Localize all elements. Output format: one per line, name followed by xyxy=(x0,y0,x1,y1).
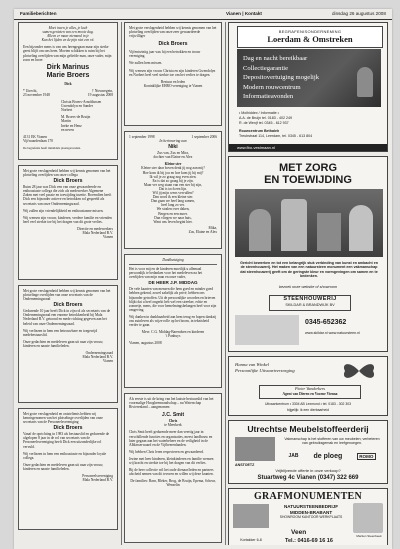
box-title: Pieter Vanderkers xyxy=(294,386,326,391)
ad-line: Hanna van Winkel xyxy=(235,362,269,367)
signature: Mala Nederland B.V. xyxy=(82,478,113,483)
venue-address: Treubstraat 114, Leerdam, tel. 0345 - 613 804 xyxy=(239,134,313,138)
ad-title: EN TOEWIJDING xyxy=(264,174,352,186)
poem-line: Want ons leven begint hier. xyxy=(153,219,193,224)
notice-body: Met grote verslagenheid hebben wij kennis genomen van het plotseling overlijden van onze zeer gewaardeerde vrijwilliger xyxy=(129,26,217,39)
column-divider xyxy=(121,22,122,545)
notice-body: Met grote verslagenheid hebben wij kennis genomen van het plotseling overlijden van onze collega xyxy=(23,169,111,178)
notice-body: Wij wensen zijn vrouw, kinderen, verdere familie en vrienden heel veel sterkte toe bij het dragen van dit grote verlies. xyxy=(23,215,112,224)
poem-line: Moet ineen je alles, je lach xyxy=(48,26,88,30)
ad-address: Uitvaartcentrum • 3304 AB Lexmond • tel. 0183 - 302 303 xyxy=(264,402,352,406)
poem-line: Wil jij mijn wens vervullen? xyxy=(152,191,194,196)
birth-place: * Utrecht, xyxy=(23,88,38,93)
company-title: STEENHOUWERIJ xyxy=(283,296,337,302)
ad-address: Stuartweg 4c Vianen (0347) 322 669 xyxy=(257,475,359,481)
notice-body: Bij de heer collectie wil het oude dienaar/leden en partners afscheid nemen van dit tevoren en willen wij deze kranten. xyxy=(129,468,214,477)
ad-text: Vakmanschap is het stofferen van uw meubelen; verbeteren van gebruiksgemak en leefgenoegen. xyxy=(284,437,380,446)
gravestone-illustration xyxy=(349,205,373,251)
signature: Mevr. C.G. Middag-Barendsen en kinderen xyxy=(141,330,205,335)
deceased-nickname: Dick xyxy=(64,81,72,86)
paper-title: Vianen | Kontakt xyxy=(226,11,262,16)
notice-body: Wij hebben Chris leren respecteren en gewaardeerd. xyxy=(129,449,204,454)
family-member: Martin xyxy=(61,119,71,124)
obituary-notice-water-board xyxy=(124,393,222,543)
ad-box xyxy=(259,385,361,399)
column-1 xyxy=(18,22,118,545)
company-line: NATUURSTEENBEDRIJF xyxy=(283,504,339,509)
column-3 xyxy=(228,22,388,545)
poem-line: samen genieten van een mooie dag. xyxy=(42,30,94,35)
upholstery-ad xyxy=(228,420,388,484)
signature: Directie en medewerkers xyxy=(77,226,113,231)
birth-date: 23 november 1948 xyxy=(23,92,50,97)
poem-line: Kan het lijden en de pijn niet een rit. xyxy=(41,38,95,43)
notice-body: Onze gedachten en medeleven gaan uit naar zijn vrouw, kinderen en naaste familieleden. xyxy=(23,339,104,348)
poem-line: Alleen er maar niemand in je xyxy=(46,34,90,39)
deceased-name: Marie Broers xyxy=(46,71,90,79)
ad-text: Gericht bewerken en tot een belangrijk stuk verbinding van kunst en ambacht en de steenhouwerij. Het maken van een natuursteen monument een vakmanschap dat steenhouwerij geeft om de geringste kleur en vormgevingen om samen en te bedenken. xyxy=(240,261,378,279)
notice-body: Met grote verslagenheid hebben wij kennis genomen van het plotselinge overlijden van onze secretaris van de Ondernemingsraad xyxy=(23,289,111,302)
ad-title: Loerdam & Omstreken xyxy=(267,34,353,44)
gravestones-ad xyxy=(228,488,388,545)
death-date: 1 september 2006 xyxy=(191,135,217,139)
signature: Mala Nederland B.V. xyxy=(82,355,113,360)
brand-logos xyxy=(281,451,383,461)
ad-title: Utrechtse Meubelstoffeerderij xyxy=(247,424,369,434)
family-member: Christa Broers-Arnoldussen xyxy=(61,100,102,105)
ad-cta: bezoek onze website of showroom xyxy=(278,285,338,289)
ad-web[interactable]: bijgelijk: ik een dierbaarheid xyxy=(287,408,329,412)
funeral-director-ad xyxy=(228,356,388,416)
notice-body: Ruim 28 jaar was Dick een van onze gewaardeerde en enthousiaste collega die zich als medewerker Algemene Zaken met veel passie en toewijding inzette. Bovendien heeft Dick een bijzonder actieve en betrokken rol gespeeld als secretaris van onze Ondernemingsraad. xyxy=(23,185,112,206)
poem-line: Dan vliegen we naar huis, xyxy=(154,215,192,220)
notice-body: Onze gedachten en medeleven gaan uit naar zijn vrouw, kinderen en naaste familieleden. xyxy=(23,462,104,471)
gravestone-illustration xyxy=(249,209,271,251)
notice-body: We zullen hem missen. xyxy=(129,61,163,66)
obituary-notice-ehbo xyxy=(124,22,222,126)
gravestone-illustration xyxy=(281,199,307,251)
company-phone[interactable]: 0345-652362 xyxy=(305,319,347,326)
notice-body: Wij verliezen in hem een betrouwbare en toegewijd medebestuurslid. xyxy=(23,328,98,337)
address-line: 4131 EK Vianen xyxy=(23,134,47,139)
deceased-name: Dick Broers xyxy=(158,41,188,48)
ad-photo-panel xyxy=(235,189,383,257)
notice-body: Een bijzonder mens is van ons heengegaan maar zijn sterke geest blijft om ons heen. Moeten schikken is ruim bij het plotseling overlijden van mijn geliefde man, onze vader, mijn zoon en broer xyxy=(23,45,112,62)
signature: Zus, Elaine en Alex xyxy=(188,229,217,234)
showroom-photo xyxy=(235,315,299,345)
section-title: Familieberichten xyxy=(20,11,57,16)
contact-line: R. de Wenjf tel. 0345 - 612 937 xyxy=(239,121,289,125)
deceased-name: Niki xyxy=(168,144,178,151)
notice-body: Wij wensen zijn vrouw Christa en zijn kinderen Gwendolyn en Norbert heel veel sterkte toe om het verlies te dragen. xyxy=(129,68,216,77)
brand-logo: de ploeg xyxy=(313,452,343,460)
poem xyxy=(129,162,217,223)
deceased-name: Dirk Marinus xyxy=(46,63,90,71)
notice-body: Het is voor mij en de kinderen moeilijk u allemaal persoonlijk te bedanken voor het medeleven na het overlijden van mijn man en onze vader, xyxy=(129,267,203,280)
obituary-notice-colleagues xyxy=(18,165,118,280)
ad-contacts xyxy=(239,111,312,139)
notice-body: Wij danken in dankbaarheid aan hem terug en hopen dankzij ons zuinleven als wijze rolle op het boom, in teknisheid verder te gaan. xyxy=(129,314,217,328)
obituary-notice-works-council xyxy=(18,285,118,403)
signature: Bestuur en leden xyxy=(160,79,186,84)
company-line: MIDDEN-BRABANT xyxy=(289,509,333,515)
company-phone[interactable] xyxy=(285,538,333,544)
venue-title: Rouwcentrum Bethaleh xyxy=(239,129,280,133)
deceased-name: Dick Broers xyxy=(53,178,83,185)
poem-line: Maar ver weg staan van een ster bij zijn, xyxy=(143,182,203,187)
newspaper-page xyxy=(14,9,392,549)
stonemason-ad xyxy=(228,156,388,352)
brand-name: ANSTOETZ xyxy=(235,463,255,467)
signature: Vianen xyxy=(102,359,113,364)
subtitle-line: dochter van Elaine en Alex xyxy=(153,155,193,160)
poem-line: Kleine ster daar boven denk jij nog aan mij? xyxy=(141,166,205,171)
ad-feature: Dag en nacht bereikbaar xyxy=(243,55,308,62)
deceased-name: DE HEER J.P. MIDDAG xyxy=(148,280,198,286)
ad-title: MET ZORG xyxy=(278,162,338,174)
memorial-notice xyxy=(124,131,222,249)
death-place: † Nieuwegein, xyxy=(92,88,113,93)
phone-number: 0416-69 16 16 xyxy=(297,538,333,544)
company-block xyxy=(273,504,349,521)
signature: Koninklijke EHBO vereniging te Vianen xyxy=(143,83,203,88)
memory-label: In herinnering aan xyxy=(159,139,187,144)
company-web[interactable]: www.skildar.nl www.natuursteen.nl xyxy=(305,331,360,335)
deceased-place: te Meerkerk xyxy=(164,423,182,428)
poem-line: En is dat zo graag bij je zijn. xyxy=(152,178,194,183)
notice-date: Vianen, augustus 2008 xyxy=(129,341,162,346)
ad-header-box xyxy=(237,26,383,48)
contact-line: A.A. de Bruijn tel. 0183 - 402 249 xyxy=(239,116,292,120)
poem-line: heel lang zo ver. xyxy=(161,203,185,208)
vase-illustration xyxy=(357,67,373,97)
poem-line: Hoe kom ik bij jou en hoe kom jij bij mij? xyxy=(142,170,204,175)
deceased-nickname: Chris xyxy=(168,419,178,424)
signature: Ondernemingsraad xyxy=(85,351,113,356)
signature: Mala Nederland B.V. xyxy=(82,231,113,236)
signature: Vianen xyxy=(102,235,113,240)
company-address: Kortakker 6-8 xyxy=(240,538,262,542)
notice-body: Met grote verslagenheid en ontsteltenis hebben wij kennisgenomen van het plotselinge overlijden van onze secretaris van de Personeelsvereniging xyxy=(23,412,103,425)
notice-footer: De begrafenis heeft inmiddels plaatsgevonden. xyxy=(23,145,81,150)
family-list xyxy=(23,100,113,132)
obituary-notice-family xyxy=(18,22,118,160)
family-member: en neven xyxy=(61,127,74,132)
butterfly-logo xyxy=(339,360,379,382)
poem-line: Dat is toch een lijn. xyxy=(158,186,188,191)
poem-line: Dan gaan we heel lang samen, xyxy=(151,199,195,204)
signature: Personeelsvereniging xyxy=(82,474,113,479)
column-divider xyxy=(225,22,226,545)
notice-body: Vanaf de oprichting in 1983 als bestuurslid en gedurende de afgelopen 8 jaar in de rol van secretaris van de Personeelsvereniging heeft Dick een uitzonderlijke rol vervuld. xyxy=(23,432,110,449)
company-name: SKILDAR & BRANDWIJK BV xyxy=(285,303,335,307)
deceased-name: J.C. Smit xyxy=(161,412,185,419)
obituary-notice-staff-association xyxy=(18,408,118,530)
ad-offer: Vrijblijvende offerte in onze verkoop? xyxy=(275,468,341,473)
funeral-home-ad xyxy=(228,22,388,152)
ad-top-label: BEGRAFENISONDERNEMING xyxy=(278,29,342,34)
poem-line: We stralen over daken, xyxy=(156,207,190,212)
notice-body: Als eerste is uit de kring van het laatste bestuurslid van het voormalige Hoogheemraadschap – nu Waterschap Rivierenland – aangenomen: xyxy=(129,397,214,410)
brand-logo: ROMO xyxy=(359,453,374,459)
family-member: Gwendolyn en Sander xyxy=(61,104,93,109)
page-header xyxy=(14,9,392,20)
ad-feature: Depositovertuiging mogelijk xyxy=(243,74,320,81)
contact-line: • Molhiddex / Informatie • xyxy=(239,111,279,115)
notice-body: Gedurende 10 jaar heeft Dick in zijn rol als secretaris van de Ondernemingsraad een enorme betrokkenheid bij Mala Nederland B.V. getoond en mede richting gegeven aan het beleid van onze Ondernemingsraad. xyxy=(23,309,111,326)
ad-feature-list xyxy=(243,54,319,102)
sofa-photo xyxy=(235,437,275,461)
deceased-name: Dick Broers xyxy=(53,425,83,432)
company-logo xyxy=(269,295,351,311)
family-member: Ineke en Henz xyxy=(61,123,82,128)
box-subtitle: Agent van Dieren en Voorne Vienna xyxy=(282,391,338,396)
issue-date: dinsdag 26 augustus 2008 xyxy=(332,11,386,16)
ad-photo-panel xyxy=(237,49,381,107)
brand-logo: JAB xyxy=(288,453,299,459)
notice-body: Jezine met heer kinderen, kleinkinderen en familie wensen wij kracht en sterkte toe bij het dragen van dit verlies. xyxy=(129,456,214,466)
ad-feature: Informatieavonden xyxy=(243,93,294,100)
notice-body: Wij zullen zijn vriendelijkheid en enthousiasme missen. xyxy=(23,208,104,213)
company-line: SHOWROOM KANTOOR WERKPLAATS xyxy=(279,515,343,520)
gravestone-photo xyxy=(233,504,269,528)
poem-line: Ik wil je zo graag nog even zien. xyxy=(149,174,197,179)
family-member: M. Broers-de Bruijn xyxy=(61,115,91,120)
subtitle-line: Zus van, Zus en Mira, xyxy=(157,151,189,156)
ad-feature: Modern rouwcentrum xyxy=(243,83,301,91)
ad-title: GRAFMONUMENTEN xyxy=(253,491,363,502)
notice-body: De vele kaarten van mensen die hem goed en minder goed hebben gekend, zowel zakelijk als privé, hebben ons bijzonder getroffen. Uit de persoonlijke woorden en brieven blijkt dat u heel ongerkt heb wel een streeker, echte en zonnetje, mens, die voor hemelmingsbelangen heel voor zijn omgeving. xyxy=(129,287,217,312)
owner-name: Martien Steenbeek xyxy=(356,534,382,538)
death-date: 19 augustus 2008 xyxy=(87,92,113,97)
birth-date: 1 september 1998 xyxy=(129,135,155,139)
deceased-name: Dick Broers xyxy=(53,302,83,309)
thank-you-notice xyxy=(124,254,222,388)
notice-body: Wij verliezen in hem een enthousiaste en bijzonder loyale collega. xyxy=(23,451,107,460)
notice-label: Dankbetuiging xyxy=(162,258,184,262)
phone-label: Tel.: xyxy=(285,538,296,544)
signature: De families: Barn, Bleker, Brog, de Bruijn, Epema, Scheur, Wenselin xyxy=(130,479,216,488)
gravestone-illustration xyxy=(317,213,341,251)
company-place: Veen xyxy=(291,529,307,536)
family-member: Norbert xyxy=(61,108,73,113)
signature: 't Panhuys xyxy=(165,334,181,339)
ad-feature: Collectiegarantie xyxy=(243,64,289,72)
poem-line: Kleine ster xyxy=(164,162,182,167)
ad-website[interactable]: www.fbo-vestmaan.nl xyxy=(229,144,387,151)
ad-line: Persoonlijke Uitvaartverzorging xyxy=(235,368,295,373)
owner-photo xyxy=(353,503,383,533)
notice-body: Vijfentwintig jaar was hij een betrokken en trouw vereniging. xyxy=(129,50,201,59)
poem-line: Dan word ik een kleine ster. xyxy=(152,195,194,200)
notice-body: Chris Smit heeft gedurende meer dan veertig jaar in verschillende functies en organisaties, meest landbouw en later gegaan aan het waterbeheer en de veiligheid in de Alblasserwaard en de Vijfheerenlanden. xyxy=(129,430,213,447)
address-line: Vijfwaardenlaan 170 xyxy=(23,138,54,143)
column-2 xyxy=(124,22,222,545)
poem-line: Bergen en een moer. xyxy=(158,211,188,216)
signature: Mika, xyxy=(208,225,217,230)
